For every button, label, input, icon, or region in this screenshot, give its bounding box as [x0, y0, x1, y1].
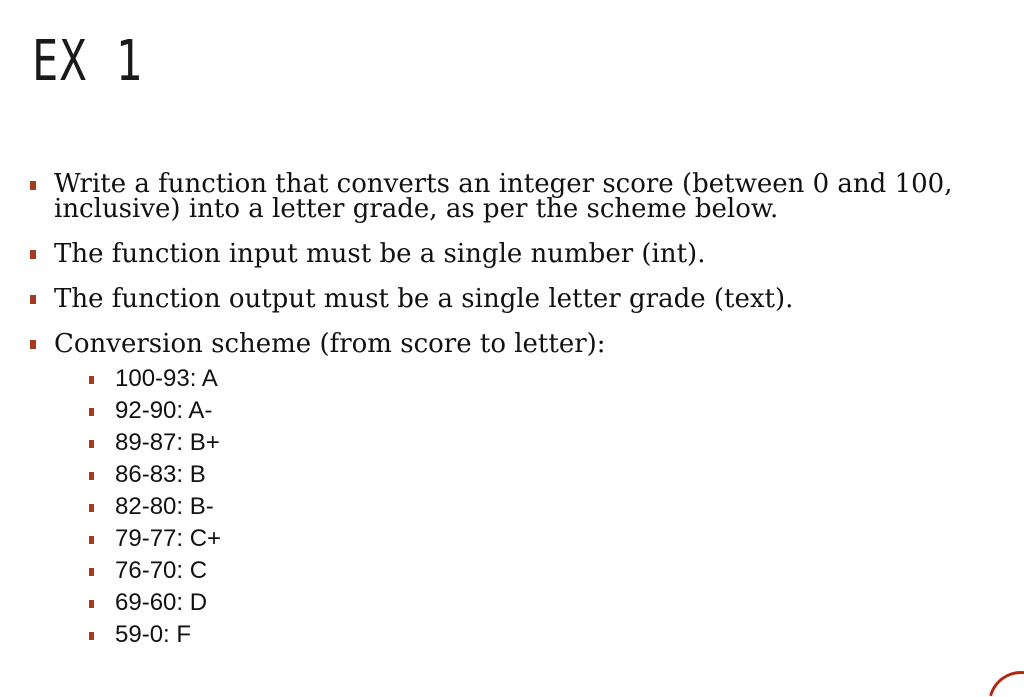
square-bullet-icon — [89, 568, 94, 576]
scheme-item — [89, 459, 1010, 491]
slide-title: EX 1 — [32, 29, 144, 94]
scheme-text: 76-70: C — [115, 557, 208, 584]
scheme-item — [89, 523, 1010, 555]
bullet-item — [30, 331, 1010, 651]
scheme-item — [89, 427, 1010, 459]
bullet-text: Write a function that converts an integer score (between 0 and 100, inclusive) into a letter grade, as per the scheme below. — [54, 169, 953, 224]
scheme-item — [89, 491, 1010, 523]
bullet-item — [30, 241, 1010, 267]
scheme-text: 69-60: D — [115, 589, 208, 616]
bullet-list — [30, 169, 1010, 651]
scheme-text: 82-80: B- — [115, 493, 214, 520]
square-bullet-icon — [89, 536, 94, 544]
square-bullet-icon — [89, 600, 94, 608]
square-bullet-icon — [89, 472, 94, 480]
scheme-text: 92-90: A- — [115, 397, 213, 424]
conversion-scheme-list — [54, 363, 1010, 651]
scheme-text: 100-93: A — [115, 365, 218, 392]
slide-body — [30, 169, 1010, 651]
bullet-item — [30, 286, 1010, 312]
bullet-text: Conversion scheme (from score to letter): — [54, 329, 606, 359]
square-bullet-icon — [30, 295, 36, 304]
scheme-text: 79-77: C+ — [115, 525, 222, 552]
scheme-item — [89, 587, 1010, 619]
scheme-text: 59-0: F — [115, 621, 192, 648]
scheme-item — [89, 555, 1010, 587]
scheme-item — [89, 619, 1010, 651]
bullet-item — [30, 169, 1010, 224]
square-bullet-icon — [89, 408, 94, 416]
square-bullet-icon — [30, 181, 36, 190]
square-bullet-icon — [89, 376, 94, 384]
scheme-item — [89, 363, 1010, 395]
square-bullet-icon — [89, 504, 94, 512]
scheme-text: 89-87: B+ — [115, 429, 220, 456]
decorative-arc — [976, 659, 1024, 697]
square-bullet-icon — [89, 440, 94, 448]
scheme-text: 86-83: B — [115, 461, 206, 488]
square-bullet-icon — [30, 250, 36, 259]
bullet-text: The function output must be a single letter grade (text). — [54, 284, 794, 314]
scheme-item — [89, 395, 1010, 427]
bullet-text: The function input must be a single number (int). — [54, 239, 706, 269]
square-bullet-icon — [89, 632, 94, 640]
square-bullet-icon — [30, 340, 36, 349]
